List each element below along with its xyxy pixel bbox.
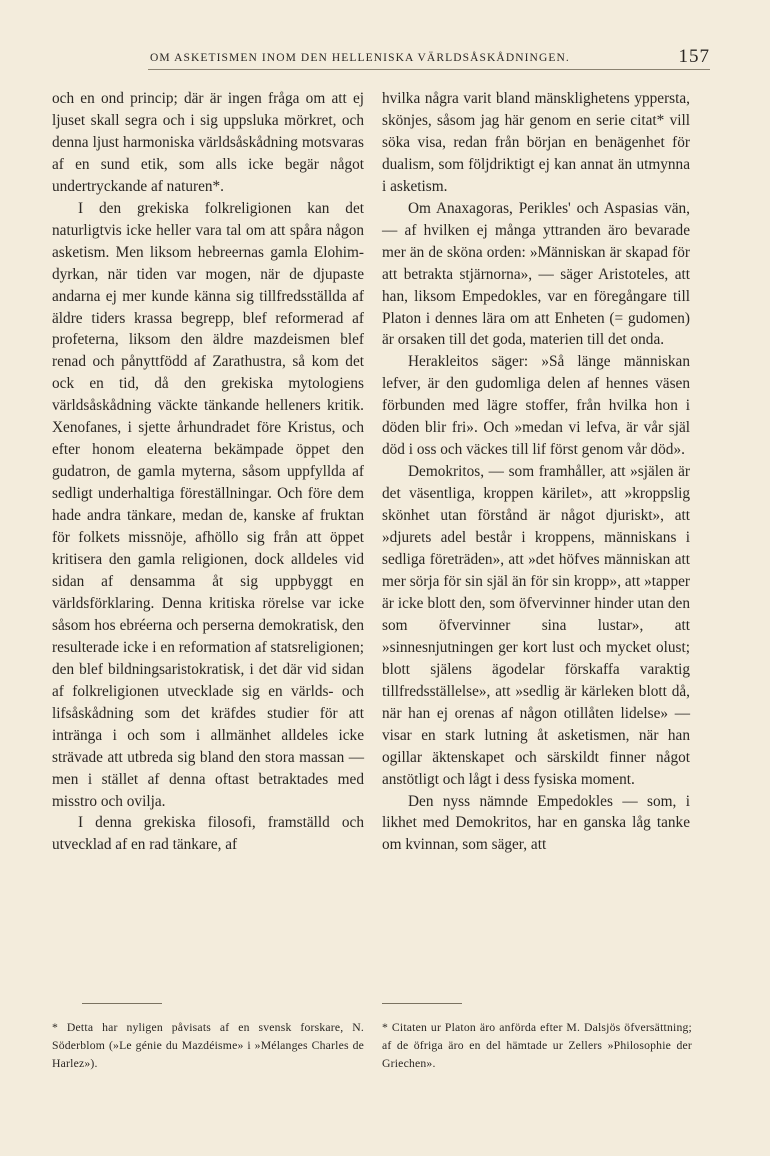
right-column (382, 88, 690, 856)
paragraph: Om Anaxagoras, Perikles' och Aspasias vän, — af hvilken ej många yttranden äro bevarade mer än de sköna orden: »Människan är skapad för att betrakta stjärnorna», — säger Aristoteles, att han, liksom Empedokles, var en föregångare till Platon i dennes lära om att Enheten (= gudomen) är orsaken till det goda, materien till det onda. (382, 199, 690, 349)
footnote-rule-right (382, 1003, 462, 1004)
footnote-left: * Detta har nyligen påvisats af en svensk forskare, N. Söderblom (»Le génie du Mazdéisme» i »Mélanges Charles de Harlez»). (52, 1021, 364, 1070)
paragraph: Herakleitos säger: »Så länge människan lefver, är den gudomliga delen af hennes väsen förbunden med lägre stoffer, från hvilka hon i döden blir fri». Och »medan vi lefva, är vår själ död i oss och väckes till lif först genom vår död». (382, 353, 690, 459)
header-rule (148, 69, 710, 70)
paragraph: I denna grekiska filosofi, framställd och utvecklad af en rad tänkare, af (52, 814, 364, 854)
paragraph: hvilka några varit bland mänsklighetens yppersta, skönjes, såsom jag här genom en serie citat* vill söka visa, redan från början en benägenhet för dualism, som följdriktigt ej kan annat än utmynna i asketism. (382, 90, 690, 195)
left-column (52, 88, 364, 856)
paragraph: I den grekiska folkreligionen kan det naturligtvis icke heller vara tal om att spåra någon asketism. Men liksom hebreernas gamla Elohim-dyrkan, när tiden var mogen, när de djupaste andarna ej mer kunde känna sig tillfredsställda af äldre tiders krassa begrepp, blef reformerad af profeterna, liksom den äldre mazdeismen blef renad och pånyttfödd af Zarathustra, så kom det ock en tid, då den grekiska mytologiens världsåskådning väckte tänkande helleners kritik. Xenofanes, i sjette århundradet före Kristus, och efter honom eleaterna bekämpade öppet den gudatron, de gamla myterna, såsom uppfyllda af sedligt underhaltiga föreställningar. Och före dem hade andra tänkare, medan de, kanske af fruktan för folkets missnöje, afhöllo sig från att öppet kritisera den gamla religionen, dock alldeles vid sidan af densamma åt sig uppbyggt en världsförklaring. Denna kritiska rörelse var icke såsom hos ebréerna och perserna demokratisk, den resulterade icke i en reformation af statsreligionen; den blef bildningsaristokratisk, i det där vid sidan af folkreligionen utvecklade sig en världs- och lifsåskådning som det kräfdes studier för att intränga i och som i allmänhet alldeles icke strävade att utbreda sig bland den stora massan — men i stället af denna oftast betraktades med misstro och ovilja. (52, 199, 364, 810)
footnote-right: * Citaten ur Platon äro anförda efter M. Dalsjös öfversättning; af de öfriga äro en del hämtade ur Zellers »Philosophie der Griechen». (382, 1021, 692, 1070)
paragraph: och en ond princip; där är ingen fråga om att ej ljuset skall segra och i sig uppsluka mörkret, och denna ljust harmoniska världsåskådning motsvaras af en sund etik, som alls icke begär något undertryckande af naturen*. (52, 90, 364, 195)
paragraph: Den nyss nämnde Empedokles — som, i likhet med Demokritos, har en ganska låg tanke om kvinnan, som säger, att (382, 792, 690, 854)
running-title: OM ASKETISMEN INOM DEN HELLENISKA VÄRLDSÅSKÅDNINGEN. (150, 52, 570, 64)
footnote-rule-left (82, 1003, 162, 1004)
paragraph: Demokritos, — som framhåller, att »själen är det väsentliga, kroppen kärilet», att »kroppslig skönhet utan förstånd är något djuriskt», att »djurets adel består i kroppens, människans i sedliga företräden», att »det höfves människan att mer sörja för sin själ än för sin kropp», att »tapper är icke blott den, som öfvervinner hinder utan den som öfvervinner sina lustar», att »sinnesnjutningen ger kort lust och mycket olust; blott själens ägodelar förskaffa varaktig tillfredsställelse», att »sedlig är kärleken blott då, när han ej orenas af någon otillåten lidelse» — visar en stark lutning åt asketismen, när han ogillar äktenskapet och särskildt finner något anstötligt och lågt i dess fysiska moment. (382, 463, 690, 788)
page-number: 157 (678, 46, 710, 67)
